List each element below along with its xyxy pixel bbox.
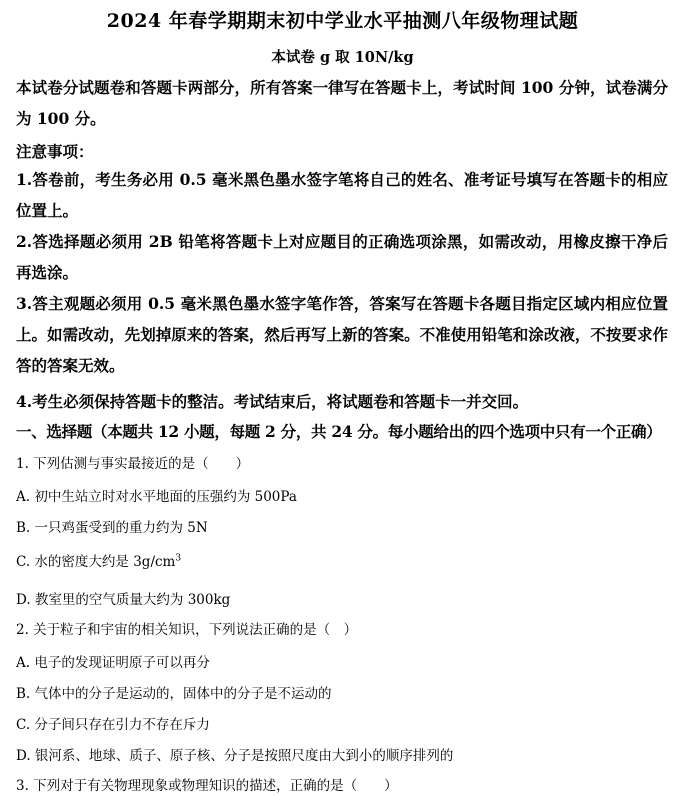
notice-item-4: 4.考生必须保持答题卡的整洁。考试结束后，将试题卷和答题卡一并交回。 — [16, 392, 529, 411]
question-1-option-d: D. 教室里的空气质量大约为 300kg — [16, 592, 231, 608]
question-1-option-a: A. 初中生站立时对水平地面的压强约为 500Pa — [16, 489, 297, 505]
section-heading: 一、选择题（本题共 12 小题，每题 2 分，共 24 分。每小题给出的四个选项中只有一个正确） — [16, 422, 662, 441]
question-2-option-c: C. 分子间只存在引力不存在斥力 — [16, 717, 210, 733]
notice-item-2: 2.答选择题必须用 2B 铅笔将答题卡上对应题目的正确选项涂黑，如需改动，用橡皮擦干净后再选涂。 — [16, 232, 668, 282]
question-1-option-b: B. 一只鸡蛋受到的重力约为 5N — [16, 520, 208, 536]
question-2-option-d: D. 银河系、地球、质子、原子核、分子是按照尺度由大到小的顺序排列的 — [16, 748, 454, 764]
notice-item-3: 3.答主观题必须用 0.5 毫米黑色墨水签字笔作答，答案写在答题卡各题目指定区域内相应位置上。如需改动，先划掉原来的答案，然后再写上新的答案。不准使用铅笔和涂改液，不按要求作答的答案无效。 — [16, 294, 668, 375]
exam-title: 2024 年春学期期末初中学业水平抽测八年级物理试题 — [106, 10, 579, 32]
question-2-option-b: B. 气体中的分子是运动的，固体中的分子是不运动的 — [16, 686, 332, 702]
exam-subtitle: 本试卷 g 取 10N/kg — [271, 49, 414, 66]
question-1-option-c — [16, 550, 676, 570]
question-3-stem: 3. 下列对于有关物理现象或物理知识的描述，正确的是（ ） — [16, 778, 398, 794]
notice-heading: 注意事项： — [16, 142, 94, 161]
question-1-option-c-exponent: 3 — [175, 553, 182, 564]
notice-item-1: 1.答卷前，考生务必用 0.5 毫米黑色墨水签字笔将自己的姓名、准考证号填写在答题卡的相应位置上。 — [16, 170, 668, 220]
question-2-stem: 2. 关于粒子和宇宙的相关知识，下列说法正确的是（ ） — [16, 622, 358, 638]
question-2-option-a: A. 电子的发现证明原子可以再分 — [16, 655, 210, 671]
question-1-option-c-text: C. 水的密度大约是 3g/cm — [16, 554, 176, 570]
question-1-stem: 1. 下列估测与事实最接近的是（ ） — [16, 456, 250, 472]
intro-paragraph: 本试卷分试题卷和答题卡两部分，所有答案一律写在答题卡上，考试时间 100 分钟，试卷满分为 100 分。 — [16, 78, 668, 128]
